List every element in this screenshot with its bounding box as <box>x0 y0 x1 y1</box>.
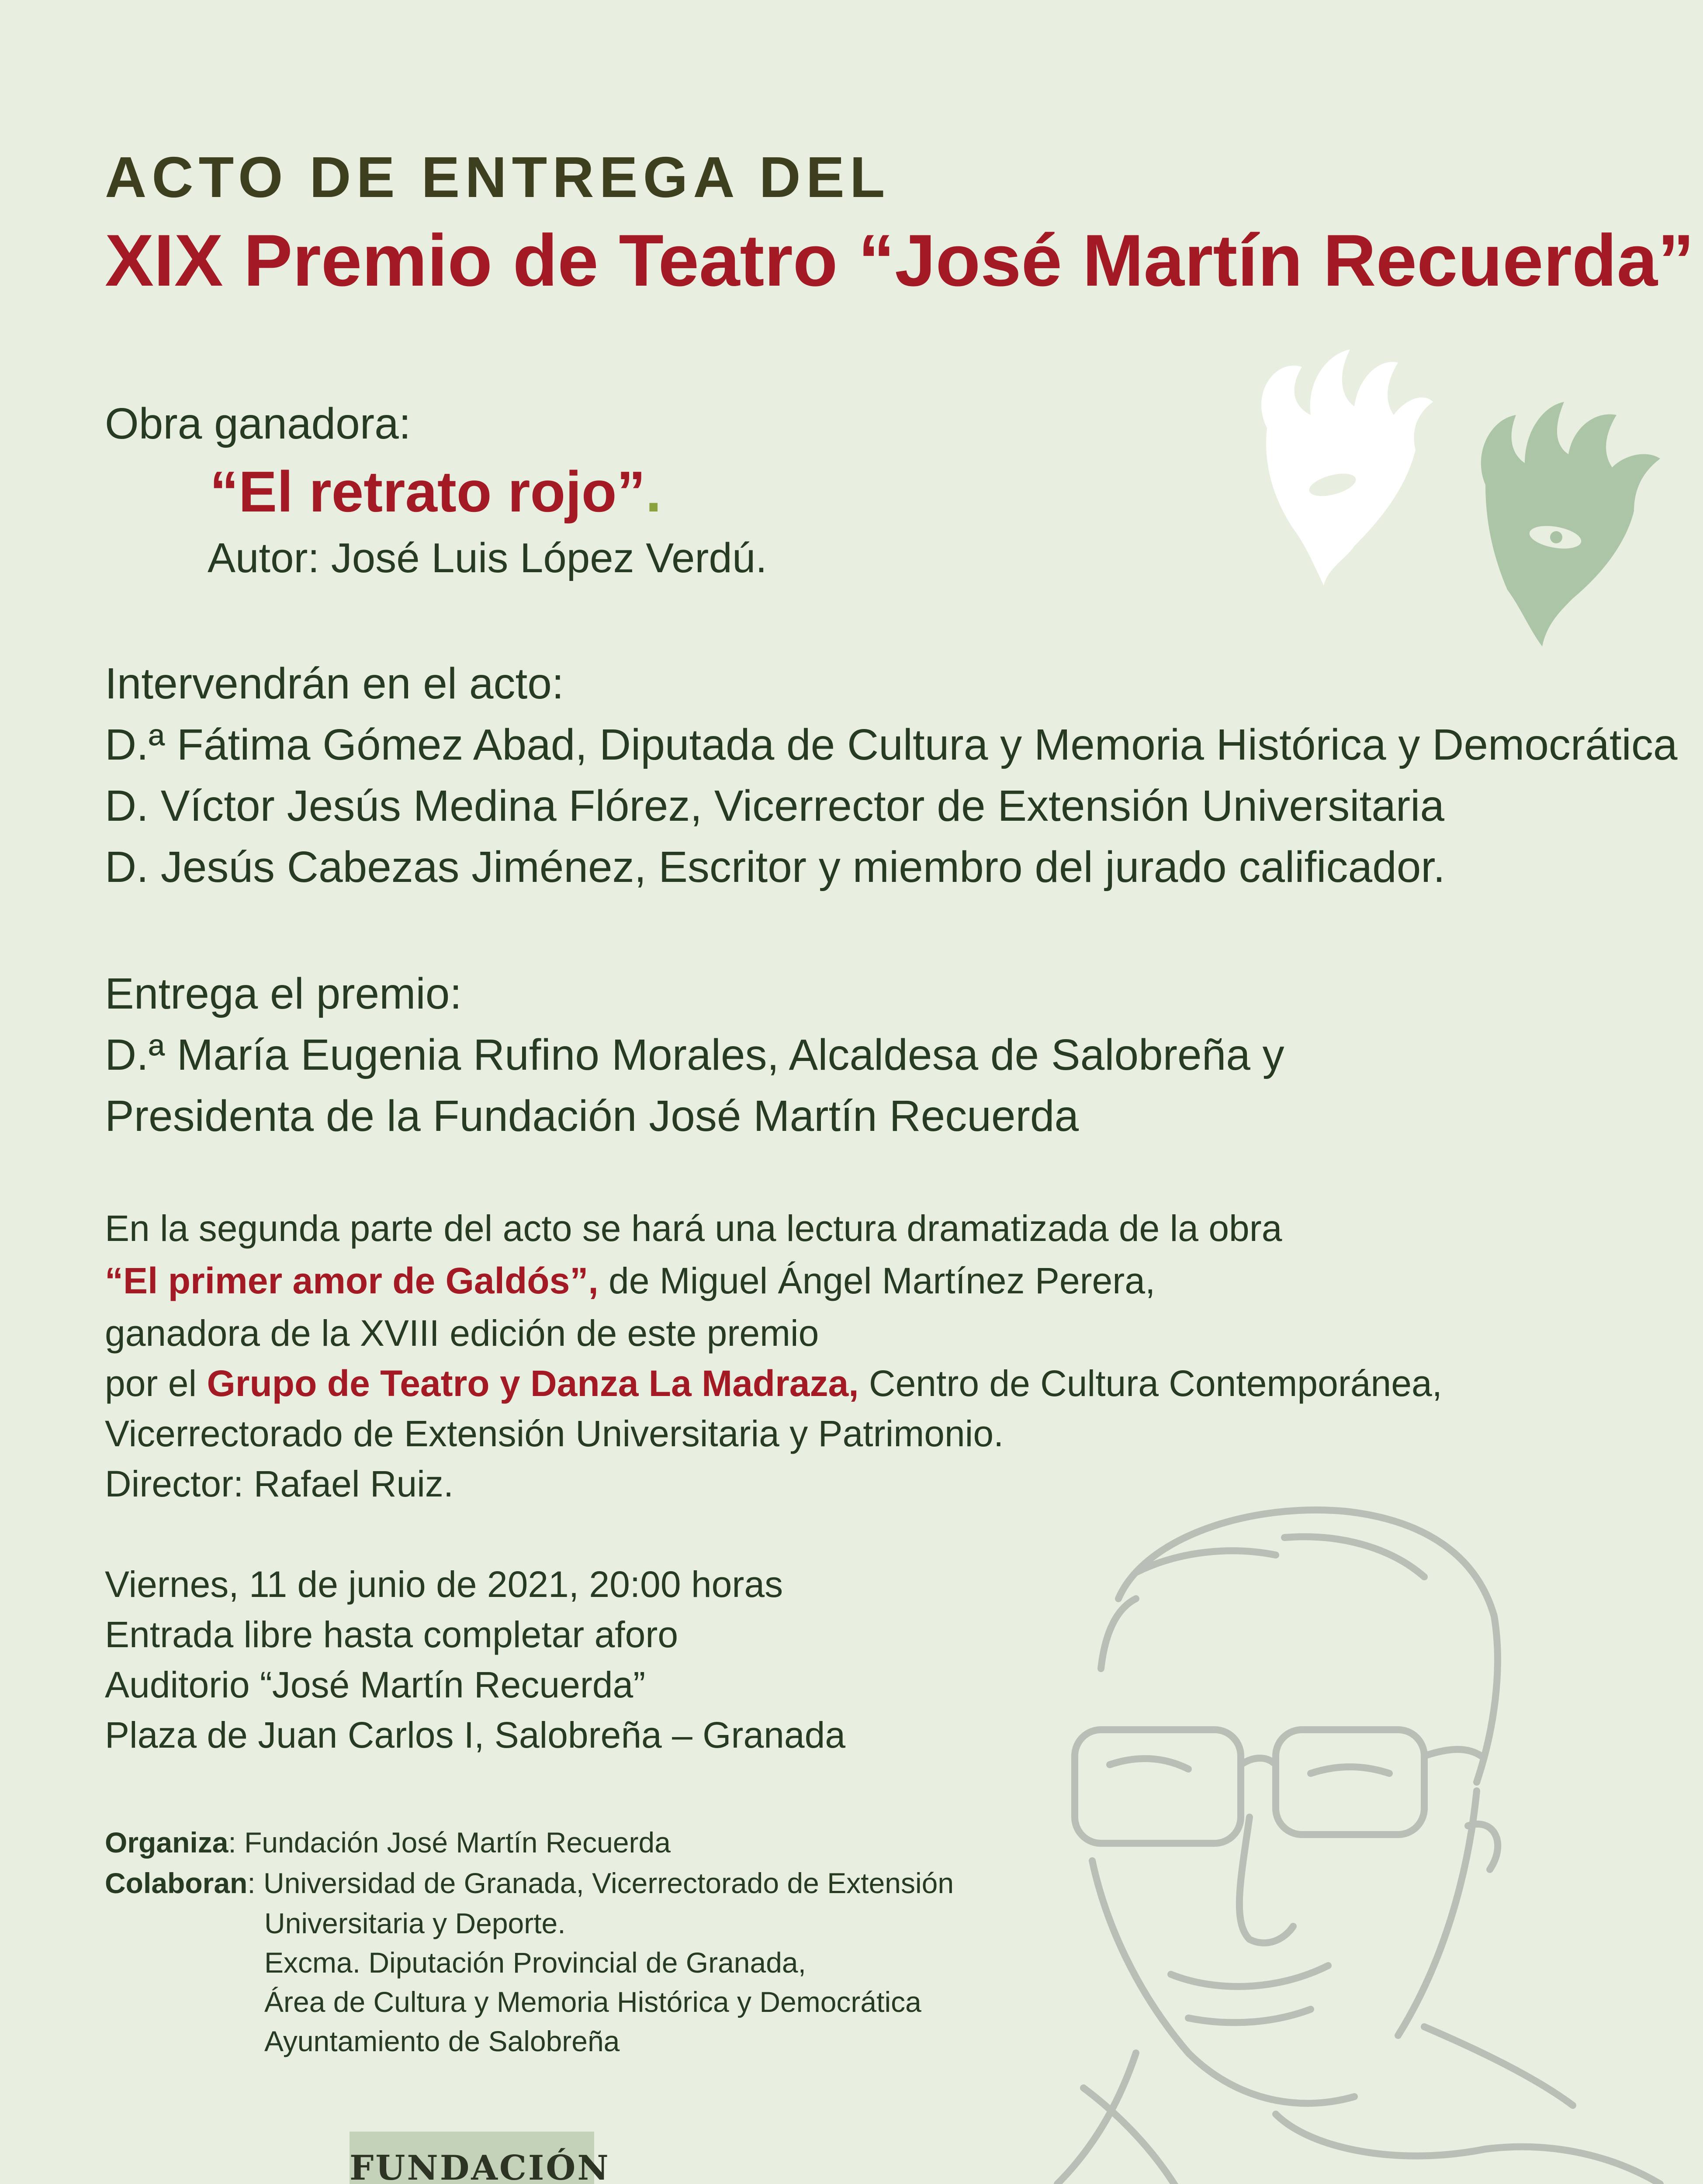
colaboran-line: Ayuntamiento de Salobreña <box>264 2025 620 2057</box>
reading-play-author: de Miguel Ángel Martínez Perera, <box>598 1260 1156 1301</box>
event-kicker: ACTO DE ENTREGA DEL <box>105 145 890 209</box>
presenter-label: Entrega el premio: <box>105 969 462 1018</box>
reading-by: por el <box>105 1363 207 1404</box>
credits-colaboran <box>105 1869 954 1897</box>
winning-play-name: “El retrato rojo” <box>210 460 646 524</box>
colaboran-label: Colaboran <box>105 1867 248 1899</box>
speaker-item: D. Jesús Cabezas Jiménez, Escritor y miembro del jurado calificador. <box>105 843 1445 892</box>
winning-author: Autor: José Luis López Verdú. <box>208 535 767 581</box>
credits-organiza <box>105 1828 671 1857</box>
winner-label: Obra ganadora: <box>105 399 411 448</box>
organiza-label: Organiza <box>105 1826 228 1859</box>
reading-group-line <box>105 1365 1442 1402</box>
organiza-value: : Fundación José Martín Recuerda <box>228 1826 671 1859</box>
event-title: XIX Premio de Teatro “José Martín Recuerda” <box>105 219 1695 301</box>
colaboran-first: : Universidad de Granada, Vicerrectorado de Extensión <box>247 1867 954 1899</box>
speakers-label: Intervendrán en el acto: <box>105 659 564 708</box>
reading-group-name: Grupo de Teatro y Danza La Madraza, <box>207 1363 859 1404</box>
reading-edition: ganadora de la XVIII edición de este premio <box>105 1313 819 1354</box>
event-entry: Entrada libre hasta completar aforo <box>105 1614 678 1655</box>
winning-play-dot: . <box>645 460 662 524</box>
speaker-item: D. Víctor Jesús Medina Flórez, Vicerrector de Extensión Universitaria <box>105 781 1445 830</box>
colaboran-line: Excma. Diputación Provincial de Granada, <box>264 1946 806 1979</box>
reading-vicerrectorado: Vicerrectorado de Extensión Universitaria y Patrimonio. <box>105 1413 1004 1454</box>
reading-play-title: “El primer amor de Galdós”, <box>105 1260 599 1301</box>
winning-play-title <box>210 459 661 525</box>
reading-intro: En la segunda parte del acto se hará una lectura dramatizada de la obra <box>105 1208 1282 1249</box>
event-address: Plaza de Juan Carlos I, Salobreña – Granada <box>105 1714 846 1755</box>
presenter-line: D.ª María Eugenia Rufino Morales, Alcaldesa de Salobreña y <box>105 1030 1284 1079</box>
reading-play-line <box>105 1262 1155 1299</box>
theatre-masks-illustration <box>1241 341 1695 673</box>
event-date: Viernes, 11 de junio de 2021, 20:00 horas <box>105 1564 783 1605</box>
colaboran-line: Universitaria y Deporte. <box>264 1907 566 1939</box>
speaker-item: D.ª Fátima Gómez Abad, Diputada de Cultura y Memoria Histórica y Democrática <box>105 720 1678 769</box>
fundacion-logo-text: FUNDACIÓN <box>350 2148 610 2184</box>
presenter-line: Presidenta de la Fundación José Martín Recuerda <box>105 1092 1079 1140</box>
colaboran-line: Área de Cultura y Memoria Histórica y Democrática <box>264 1986 921 2018</box>
portrait-sketch-illustration <box>1005 1485 1686 2184</box>
reading-director: Director: Rafael Ruiz. <box>105 1463 454 1504</box>
reading-group-center: Centro de Cultura Contemporánea, <box>858 1363 1443 1404</box>
event-venue: Auditorio “José Martín Recuerda” <box>105 1664 646 1705</box>
